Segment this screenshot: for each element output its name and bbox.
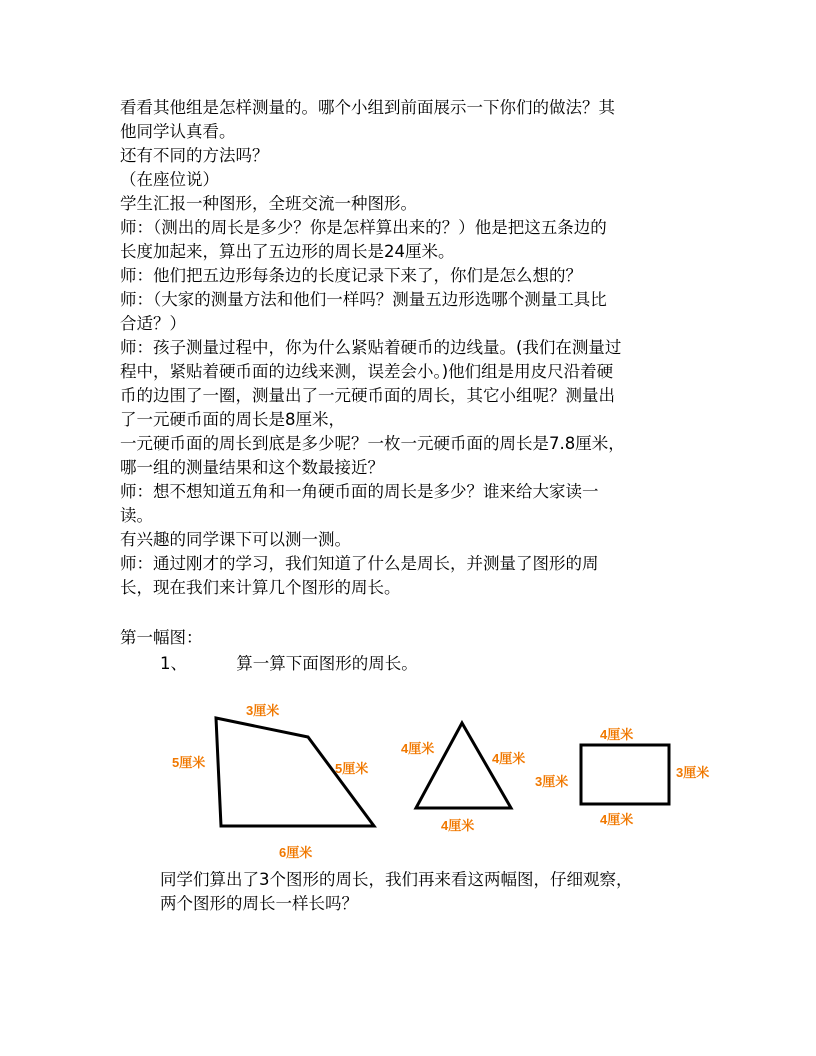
- text-line: 币的边围了一圈，测量出了一元硬币面的周长，其它小组呢？测量出: [120, 386, 615, 405]
- text-line: 师：想不想知道五角和一角硬币面的周长是多少？谁来给大家读一: [120, 482, 599, 501]
- rect-right-label: 3厘米: [676, 765, 710, 780]
- text-line: 他同学认真看。: [120, 122, 236, 141]
- rect-bottom-label: 4厘米: [600, 812, 634, 827]
- text-line: 两个图形的周长一样长吗？: [160, 894, 358, 913]
- text-line: 了一元硬币面的周长是8厘米，: [120, 410, 345, 429]
- rect-left-label: 3厘米: [535, 774, 569, 789]
- text-line: 哪一组的测量结果和这个数最接近？: [120, 458, 384, 477]
- text-line: 师：（大家的测量方法和他们一样吗？测量五边形选哪个测量工具比: [120, 290, 607, 309]
- text-line: 师：孩子测量过程中，你为什么紧贴着硬币的边线量。(我们在测量过: [120, 338, 622, 357]
- text-line: 有兴趣的同学课下可以测一测。: [120, 530, 351, 549]
- text-line: （在座位说）: [120, 170, 219, 189]
- closing-text: [160, 868, 720, 916]
- text-line: 同学们算出了3个图形的周长，我们再来看这两幅图，仔细观察，: [160, 870, 633, 889]
- exercise-text: 算一算下面图形的周长。: [236, 654, 418, 673]
- exercise-number: 1、: [160, 654, 187, 673]
- quad-right-label: 5厘米: [335, 761, 369, 776]
- text-line: 长度加起来，算出了五边形的周长是24厘米。: [120, 242, 455, 261]
- text-line: 程中，紧贴着硬币面的边线来测，误差会小。)他们组是用皮尺沿着硬: [120, 362, 614, 381]
- tri-bottom-label: 4厘米: [441, 818, 475, 833]
- text-line: 合适？）: [120, 314, 186, 333]
- quad-bottom-label: 6厘米: [279, 845, 313, 860]
- rect-top-label: 4厘米: [600, 727, 634, 742]
- text-line: 师：（测出的周长是多少？你是怎样算出来的？）他是把这五条边的: [120, 218, 607, 237]
- text-line: 学生汇报一种图形，全班交流一种图形。: [120, 194, 417, 213]
- text-line: 长，现在我们来计算几个图形的周长。: [120, 578, 401, 597]
- section-title: 第一幅图：: [120, 628, 203, 647]
- text-line: 师：他们把五边形每条边的长度记录下来了，你们是怎么想的？: [120, 266, 582, 285]
- quad-left-label: 5厘米: [172, 755, 206, 770]
- text-line: 看看其他组是怎样测量的。哪个小组到前面展示一下你们的做法？其: [120, 98, 615, 117]
- text-line: 一元硬币面的周长到底是多少呢？一枚一元硬币面的周长是7.8厘米，: [120, 434, 625, 453]
- text-line: 读。: [120, 506, 153, 525]
- rectangle-shape: [581, 745, 669, 804]
- text-line: 还有不同的方法吗？: [120, 146, 269, 165]
- quad-top-label: 3厘米: [246, 703, 280, 718]
- tri-left-label: 4厘米: [401, 741, 435, 756]
- text-line: 师：通过刚才的学习，我们知道了什么是周长，并测量了图形的周: [120, 554, 599, 573]
- tri-right-label: 4厘米: [492, 751, 526, 766]
